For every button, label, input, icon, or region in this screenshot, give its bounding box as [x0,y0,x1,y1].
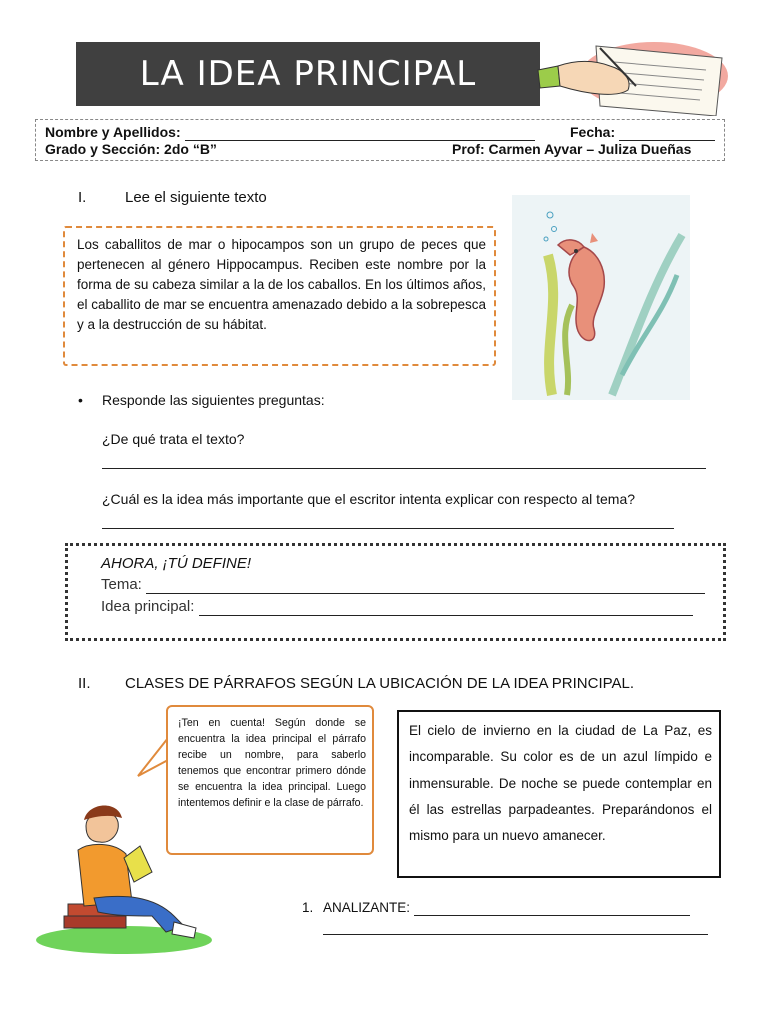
tip-text: ¡Ten en cuenta! Según donde se encuentra la idea principal el párrafo recibe un nombre, para saberlo tenemos que encontrar primero dónde se encuentra la idea principal. Luego intentemos definir e la clase de párrafo. [178,717,366,809]
bubble-tail [136,736,170,782]
example-paragraph: El cielo de invierno en la ciudad de La Paz, es incomparable. Su color es de un azul límpido e inmensurable. De noche se puede contemplar en él las estrellas parpadeantes. Preparándonos el mismo para un nuevo amanecer. [409,723,712,844]
name-row [45,124,535,141]
page-title: LA IDEA PRINCIPAL [139,54,477,94]
tema-field[interactable] [146,576,705,594]
title-banner [76,42,540,106]
section-2-heading: CLASES DE PÁRRAFOS SEGÚN LA UBICACIÓN DE LA IDEA PRINCIPAL. [125,675,635,692]
date-row [570,124,715,141]
item-1-label: ANALIZANTE: [323,900,411,915]
grade-label: Grado y Sección: 2do “B” [45,141,217,157]
question-1: ¿De qué trata el texto? [102,431,245,447]
writing-hand-illustration [536,40,736,116]
define-heading: AHORA, ¡TÚ DEFINE! [101,555,252,572]
name-field[interactable] [185,124,535,141]
example-paragraph-box [397,710,721,878]
questions-intro: Responde las siguientes preguntas: [102,392,325,408]
date-field[interactable] [619,124,715,141]
tema-label: Tema: [101,576,142,593]
idea-label: Idea principal: [101,598,195,615]
idea-row [101,598,693,616]
date-label: Fecha: [570,124,616,140]
boy-reading-illustration [34,798,214,956]
reading-text-box [63,226,496,366]
tema-row [101,576,705,594]
idea-field[interactable] [199,598,693,616]
section-1-heading: Lee el siguiente texto [125,189,267,206]
reading-text: Los caballitos de mar o hipocampos son un grupo de peces que pertenecen al género Hippocampus. Reciben este nombre por la forma de su cabeza similar a la de los caballos. En los últimos años, el caballito de mar se encuentra amenazado debido a la sobrepesca y a la destrucción de su hábitat. [77,237,487,332]
question-2: ¿Cuál es la idea más importante que el escritor intenta explicar con respecto al tema? [102,491,636,507]
teacher-label: Prof: Carmen Ayvar – Juliza Dueñas [452,141,692,157]
name-label: Nombre y Apellidos: [45,124,181,140]
item-1-number: 1. [302,900,314,915]
seahorse-illustration [512,195,690,400]
item-1-field-continued[interactable] [323,920,708,935]
bullet: • [78,392,83,408]
define-box [65,543,726,641]
item-1-field[interactable] [414,900,690,916]
answer-2-line[interactable] [102,514,674,529]
student-info-box [35,119,725,161]
section-1-number: I. [78,189,87,206]
section-2-number: II. [78,675,91,692]
answer-1-line[interactable] [102,454,706,469]
